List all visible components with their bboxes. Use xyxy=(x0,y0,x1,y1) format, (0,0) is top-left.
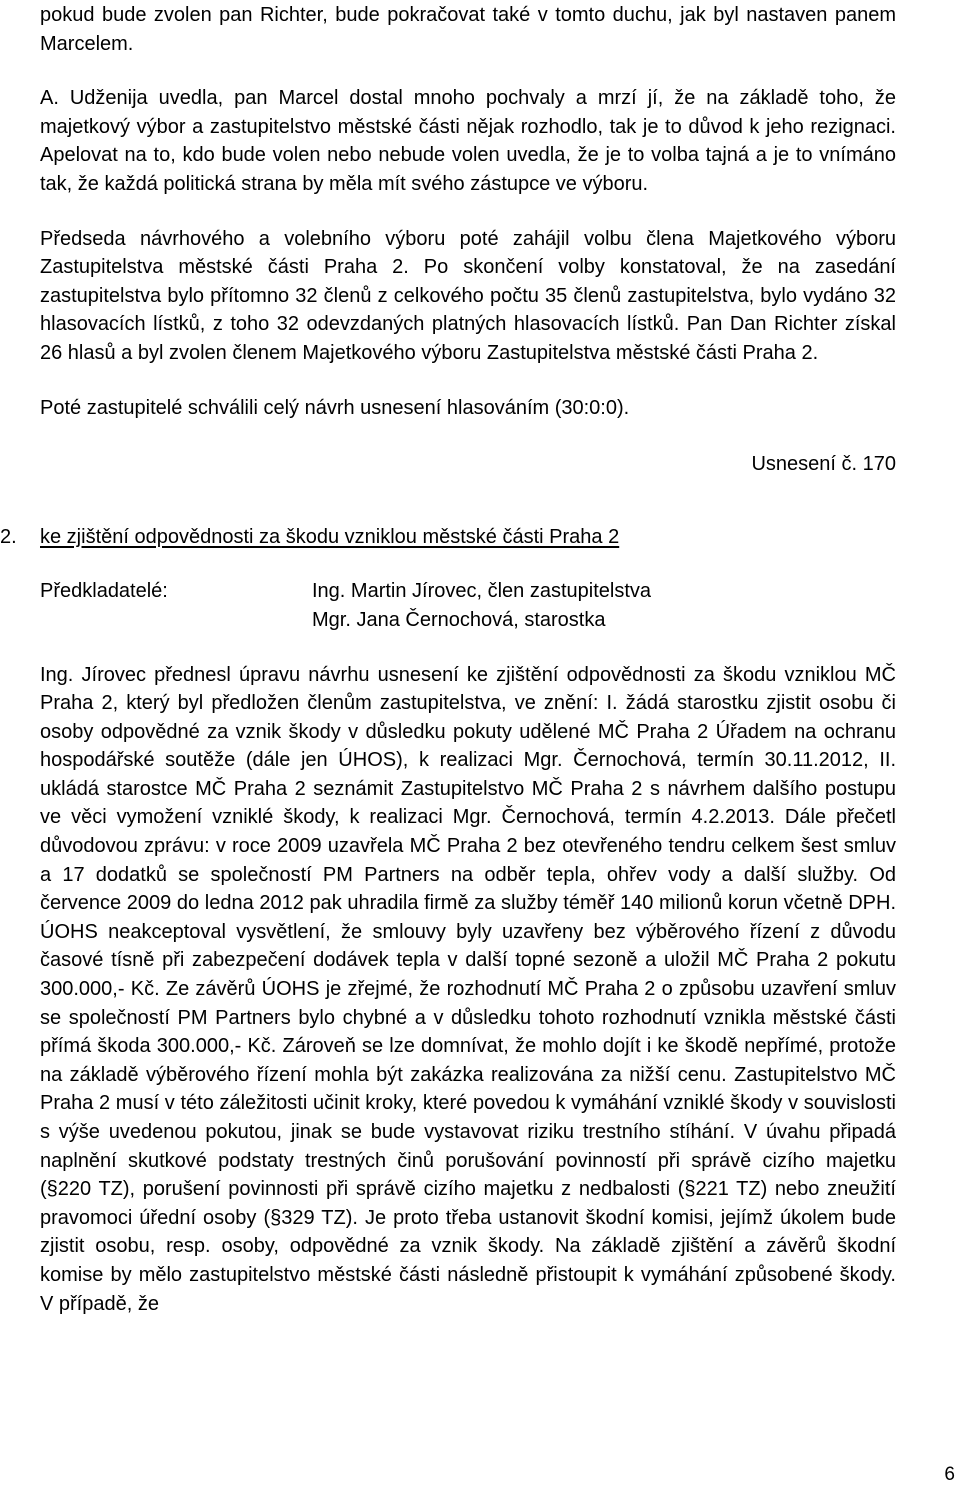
resolution-number: Usnesení č. 170 xyxy=(751,453,896,476)
paragraph-body: Ing. Jírovec přednesl úpravu návrhu usnesení ke zjištění odpovědnosti za škodu vzniklou MČ Praha 2, který byl předložen členům zastupitelstva, ve znění: I. žádá starostku zjistit osobu či osoby odpovědné za vznik škody v důsledku pokuty udělené MČ Praha 2 Úřadem na ochranu hospodářské soutěže (dále jen ÚHOS), k realizaci Mgr. Černochová, termín 30.11.2012, II. ukládá starostce MČ Praha 2 seznámit Zastupitelstvo MČ Praha 2 s návrhem dalšího postupu ve věci vymožení vzniklé škody, k realizaci Mgr. Černochová, termín 4.2.2013. Dále přečetl důvodovou zprávu: v roce 2009 uzavřela MČ Praha 2 bez otevřeného tendru celkem šest smluv a 17 dodatků se společností PM Partners na odběr tepla, ohřev vody a další služby. Od července 2009 do ledna 2012 pak uhradila firmě za služby téměř 140 milionů korun včetně DPH. ÚOHS neakceptoval vysvětlení, že smlouvy byly uzavřeny bez výběrového řízení z důvodu časové tísně při zabezpečení dodávek tepla v další topné sezoně a uložil MČ Praha 2 pokutu 300.000,- Kč. Ze závěrů ÚOHS je zřejmé, že rozhodnutí MČ Praha 2 o způsobu uzavření smluv se společností PM Partners bylo chybné a v důsledku tohoto rozhodnutí vznikla městské části přímá škoda 300.000,- Kč. Zároveň se lze domnívat, že mohlo dojít i ke škodě nepřímé, protože na základě výběrového řízení mohla být zakázka realizována za nižší cenu. Zastupitelstvo MČ Praha 2 musí v této záležitosti učinit kroky, které povedou k vymáhání vzniklé škody v souvislosti s výše uvedenou pokutou, jinak se bude vystavovat riziku trestního stíhání. V úvahu připadá naplnění skutkové podstaty trestných činů porušování povinností při správě cizího majetku (§220 TZ), porušení povinnosti při správě cizího majetku z nedbalosti (§221 TZ) nebo zneužití pravomoci úřední osoby (§329 TZ). Je proto třeba ustanovit škodní komisi, jejímž úkolem bude zjistit osobu, resp. osoby, odpovědné za vznik škody. Na základě zjištění a závěrů škodní komise by mělo zastupitelstvo městské části následně přistoupit k vymáhání způsobené škody. V případě, že xyxy=(40,663,896,1315)
presenters-list xyxy=(312,577,651,634)
paragraph-continuation: pokud bude zvolen pan Richter, bude pokračovat také v tomto duchu, jak byl nastaven panem Marcelem. xyxy=(40,4,896,55)
agenda-item-heading xyxy=(0,523,896,552)
presenters-label: Předkladatelé: xyxy=(40,580,168,603)
presenter-name: Ing. Martin Jírovec, člen zastupitelstva xyxy=(312,580,652,603)
presenter-name: Mgr. Jana Černochová, starostka xyxy=(312,608,606,631)
page-number: 6 xyxy=(944,1464,955,1485)
paragraph-approval: Poté zastupitelé schválili celý návrh usnesení hlasováním (30:0:0). xyxy=(40,396,630,419)
agenda-item-title: ke zjištění odpovědnosti za škodu vzniklou městské části Praha 2 xyxy=(40,525,620,548)
presenters-block xyxy=(40,577,896,634)
paragraph-udzenija: A. Udženija uvedla, pan Marcel dostal mnoho pochvaly a mrzí jí, že na základě toho, že majetkový výbor a zastupitelstvo městské části nějak rozhodlo, tak je to důvod k jeho rezignaci. Apelovat na to, kdo bude volen nebo nebude volen uvedla, že je to volba tajná a je to vnímáno tak, že každá politická strana by měla mít svého zástupce ve výboru. xyxy=(40,87,896,195)
agenda-item-number: 2. xyxy=(0,525,17,548)
paragraph-election: Předseda návrhového a volebního výboru poté zahájil volbu člena Majetkového výboru Zastupitelstva městské části Praha 2. Po skončení volby konstatoval, že na zasedání zastupitelstva bylo přítomno 32 členů z celkového počtu 35 členů zastupitelstva, bylo vydáno 32 hlasovacích lístků, z toho 32 odevzdaných platných hlasovacích lístků. Pan Dan Richter získal 26 hlasů a byl zvolen členem Majetkového výboru Zastupitelstva městské části Praha 2. xyxy=(40,227,896,364)
